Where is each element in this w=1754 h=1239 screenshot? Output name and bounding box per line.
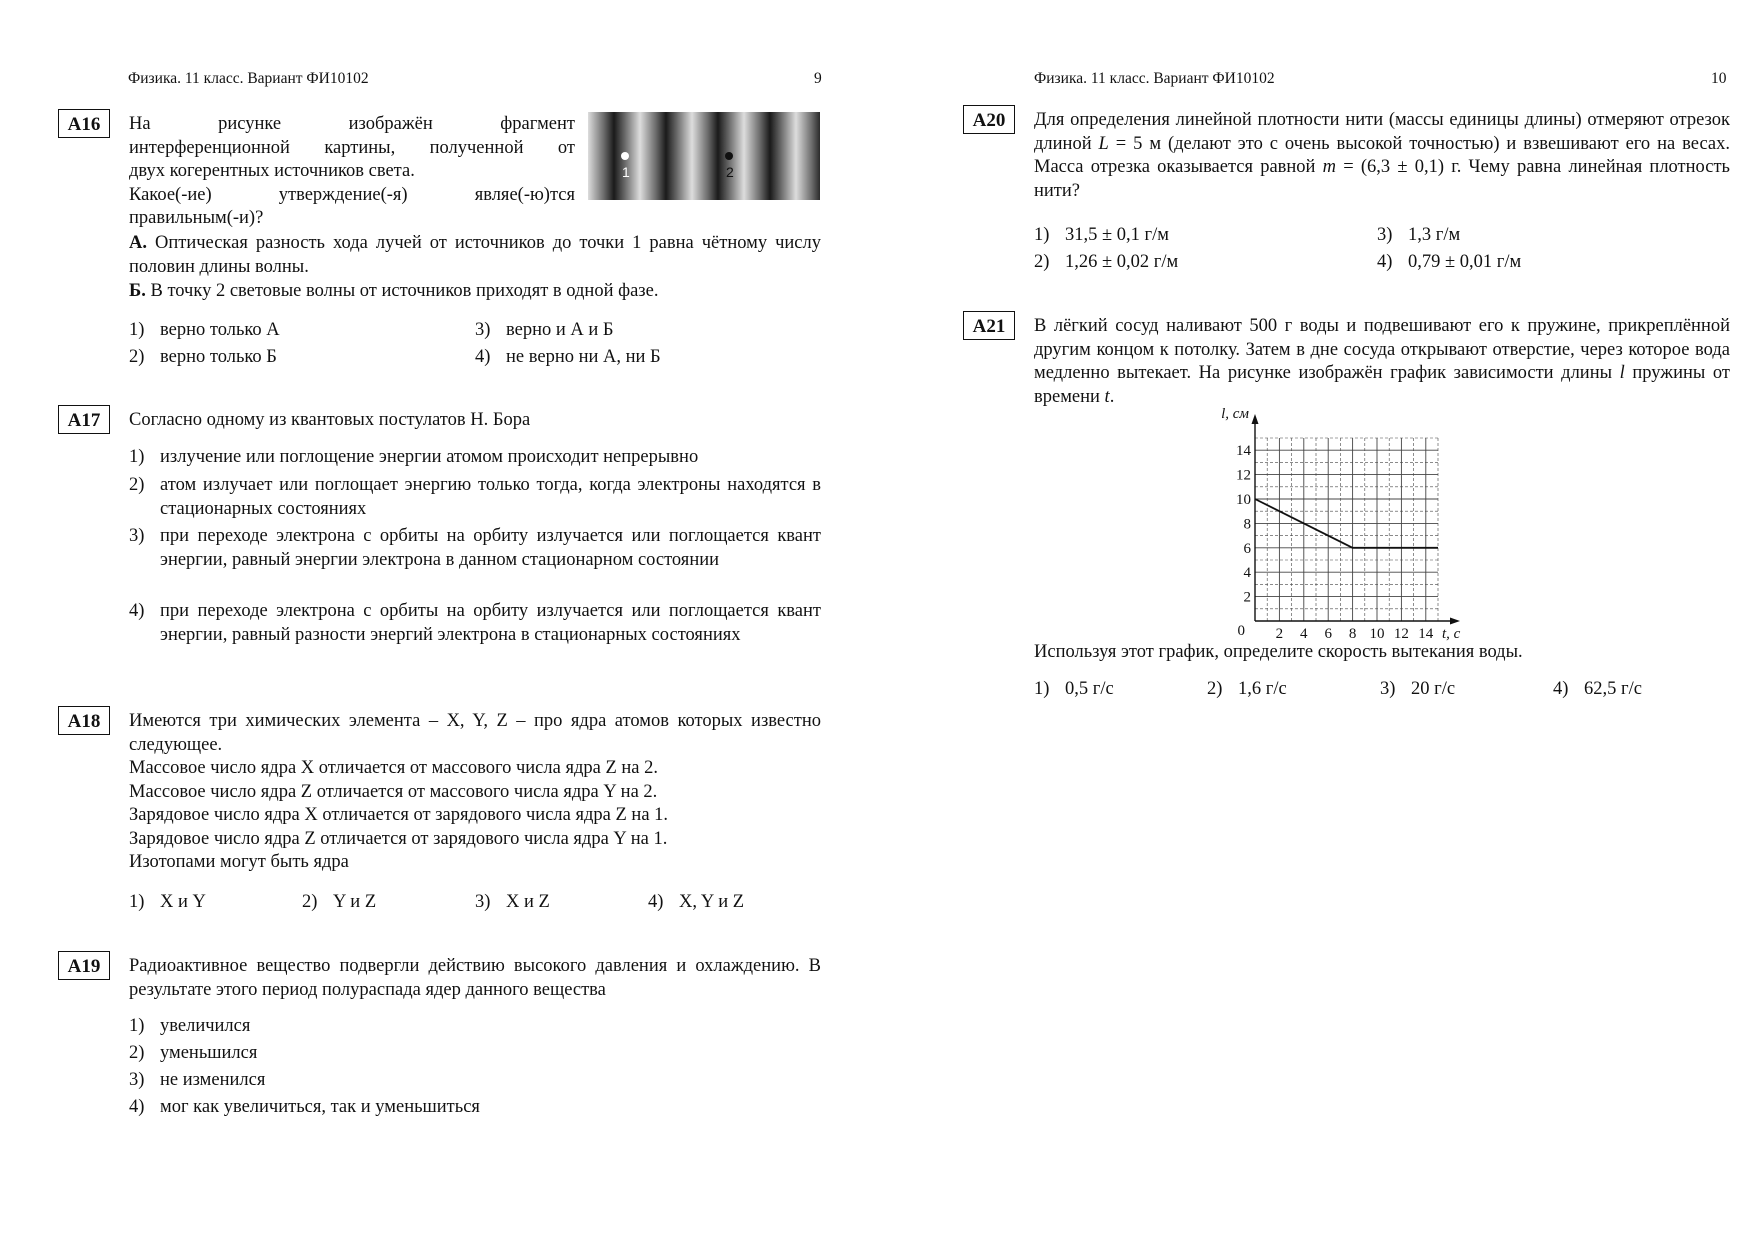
statement-b-key: Б. [129, 281, 146, 301]
option-number: 1) [129, 892, 145, 912]
option-text: 0,5 г/с [1065, 679, 1114, 699]
a19-option-3[interactable] [129, 1069, 265, 1092]
a16-statement-b [129, 280, 821, 304]
y-tick-label: 12 [1236, 467, 1251, 484]
point-1-dot [621, 152, 629, 160]
a21-text-part: . [1109, 386, 1115, 407]
a21-option-3[interactable] [1380, 678, 1455, 701]
a18-condition-line: Зарядовое число ядра Z отличается от зарядового числа ядра Y на 1. [129, 828, 668, 849]
option-number: 4) [129, 601, 145, 621]
symbol-L: L [1098, 133, 1109, 154]
question-label-a16: A16 [58, 109, 110, 138]
option-number: 1) [129, 447, 145, 467]
right-page [877, 0, 1754, 1239]
a16-option-3[interactable] [475, 319, 614, 342]
a18-option-2[interactable] [302, 891, 376, 914]
option-text: 1,26 ± 0,02 г/м [1065, 252, 1179, 272]
a18-condition-line: Массовое число ядра X отличается от массового числа ядра Z на 2. [129, 758, 658, 778]
a16-intro-line: На рисунке изображён фрагмент [129, 114, 575, 134]
option-number: 2) [1207, 679, 1223, 699]
a19-question: Радиоактивное вещество подвергли действию высокого давления и охлаждению. В результате этого период полураспада ядер данного вещества [129, 956, 821, 1000]
page-header: Физика. 11 класс. Вариант ФИ10102 [1034, 70, 1275, 87]
option-text: при переходе электрона с орбиты на орбиту излучается или поглощается квант энергии, равный разности энергий электрона в стационарных состояниях [160, 601, 821, 645]
option-text: 1,6 г/с [1238, 679, 1287, 699]
option-text: 0,79 ± 0,01 г/м [1408, 252, 1522, 272]
option-text: X и Z [506, 892, 550, 912]
y-tick-label: 8 [1243, 516, 1251, 533]
x-tick-label: 12 [1393, 626, 1409, 642]
option-text: не изменился [160, 1070, 266, 1090]
option-number: 2) [1034, 252, 1050, 272]
option-number: 3) [1377, 225, 1393, 245]
a18-intro: Имеются три химических элемента – X, Y, Z – про ядра атомов которых известно следующее. [129, 711, 821, 755]
y-tick-label: 2 [1243, 589, 1251, 606]
option-number: 1) [1034, 679, 1050, 699]
a17-option-2[interactable] [129, 474, 821, 521]
a16-intro-line: интерференционной картины, полученной от [129, 137, 575, 158]
a18-conditions [129, 757, 821, 875]
a20-text-part: Для определения линейной плотности нити (массы единицы длины) отмеряют отрезок длиной [1034, 110, 1730, 154]
a18-condition-line: Зарядовое число ядра X отличается от зарядового числа ядра Z на 1. [129, 805, 669, 825]
a19-option-4[interactable] [129, 1096, 480, 1119]
a21-option-2[interactable] [1207, 678, 1287, 701]
y-tick-label: 4 [1243, 565, 1251, 582]
a21-option-1[interactable] [1034, 678, 1114, 701]
a21-text-part: пружины от времени [1034, 363, 1730, 407]
y-tick-label: 6 [1243, 540, 1251, 557]
symbol-t: t [1104, 386, 1110, 407]
a20-option-2[interactable] [1034, 251, 1178, 274]
a20-option-1[interactable] [1034, 224, 1169, 247]
a16-option-2[interactable] [129, 346, 277, 369]
option-number: 3) [1380, 679, 1396, 699]
a16-intro-line: правильным(-и)? [129, 208, 264, 228]
a18-condition-line: Изотопами могут быть ядра [129, 852, 349, 872]
a16-intro-line: Какое(-ие) утверждение(-я) являе(-ю)тся [129, 184, 575, 205]
option-number: 3) [475, 892, 491, 912]
option-number: 2) [302, 892, 318, 912]
y-axis-label: l, см [1221, 406, 1249, 422]
a17-option-3[interactable] [129, 525, 821, 572]
option-number: 4) [1377, 252, 1393, 272]
interference-pattern-image [588, 112, 820, 200]
x-tick-label: 2 [1275, 626, 1284, 642]
option-text: при переходе электрона с орбиты на орбиту излучается или поглощается квант энергии, равный энергии электрона в данном стационарном состоянии [160, 526, 821, 570]
question-label-a20: A20 [963, 105, 1015, 134]
a21-option-4[interactable] [1553, 678, 1642, 701]
a19-option-1[interactable] [129, 1015, 250, 1038]
option-text: X, Y и Z [679, 892, 745, 912]
option-text: верно только Б [160, 347, 277, 367]
point-2-dot [725, 152, 733, 160]
point-2-label: 2 [726, 164, 734, 180]
page-number: 9 [814, 70, 822, 87]
a18-condition-line: Массовое число ядра Z отличается от массового числа ядра Y на 2. [129, 781, 658, 802]
origin-label: 0 [1237, 623, 1245, 639]
statement-a-key: А. [129, 233, 147, 253]
option-number: 2) [129, 1043, 145, 1063]
a18-option-4[interactable] [648, 891, 744, 914]
option-text: 1,3 г/м [1408, 225, 1461, 245]
option-number: 1) [1034, 225, 1050, 245]
x-tick-label: 10 [1369, 626, 1385, 642]
statement-b-text: В точку 2 световые волны от источников приходят в одной фазе. [150, 281, 659, 301]
spring-length-chart [1221, 406, 1461, 648]
x-tick-label: 4 [1300, 626, 1308, 642]
option-number: 1) [129, 320, 145, 340]
y-axis-arrow [1252, 414, 1259, 424]
question-label-a18: A18 [58, 706, 110, 735]
a20-question [1034, 109, 1730, 203]
a16-intro [129, 113, 575, 231]
option-text: уменьшился [160, 1043, 258, 1063]
option-number: 4) [129, 1097, 145, 1117]
a18-option-3[interactable] [475, 891, 550, 914]
option-number: 1) [129, 1016, 145, 1036]
a16-statement-a [129, 232, 821, 279]
a16-option-1[interactable] [129, 319, 280, 342]
a16-intro-line: двух когерентных источников света. [129, 161, 415, 181]
a21-after-chart: Используя этот график, определите скорость вытекания воды. [1034, 642, 1523, 662]
y-tick-label: 14 [1236, 443, 1251, 460]
option-text: Y и Z [333, 892, 377, 912]
option-text: 62,5 г/с [1584, 679, 1642, 699]
question-label-a19: A19 [58, 951, 110, 980]
x-axis-label: t, c [1442, 626, 1461, 642]
a20-text-part: = 5 м (делают это с очень высокой точностью) и взвешивают его на весах. Масса отрезка оказывается равной [1034, 133, 1730, 177]
a17-option-4[interactable] [129, 600, 821, 647]
statement-a-text: Оптическая разность хода лучей от источников до точки 1 равна чётному числу половин длины волны. [129, 233, 821, 277]
option-text: атом излучает или поглощает энергию только тогда, когда электроны находятся в стационарных состояниях [160, 475, 821, 519]
a18-option-1[interactable] [129, 891, 206, 914]
a19-option-2[interactable] [129, 1042, 257, 1065]
x-tick-label: 8 [1348, 626, 1357, 642]
symbol-m: m [1322, 157, 1337, 177]
option-text: верно только А [160, 320, 280, 340]
option-number: 3) [475, 320, 491, 340]
option-number: 2) [129, 475, 145, 495]
option-text: мог как увеличиться, так и уменьшиться [160, 1097, 480, 1117]
symbol-l: l [1619, 363, 1625, 383]
option-text: верно и А и Б [506, 320, 614, 340]
option-number: 3) [129, 526, 145, 546]
option-text: X и Y [160, 892, 206, 912]
x-tick-label: 14 [1418, 626, 1434, 642]
option-number: 4) [648, 892, 664, 912]
a21-question [1034, 315, 1730, 409]
option-text: не верно ни А, ни Б [506, 347, 661, 367]
page-header: Физика. 11 класс. Вариант ФИ10102 [128, 70, 369, 87]
option-text: 31,5 ± 0,1 г/м [1065, 225, 1169, 245]
a17-option-1[interactable] [129, 446, 821, 470]
a17-question: Согласно одному из квантовых постулатов Н. Бора [129, 410, 531, 430]
question-label-a21: A21 [963, 311, 1015, 340]
a20-option-4[interactable] [1377, 251, 1521, 274]
option-number: 4) [1553, 679, 1569, 699]
point-1-label: 1 [622, 164, 630, 180]
page-number: 10 [1711, 70, 1727, 87]
option-text: увеличился [160, 1016, 251, 1036]
option-text: 20 г/с [1411, 679, 1456, 699]
question-label-a17: A17 [58, 405, 110, 434]
option-text: излучение или поглощение энергии атомом происходит непрерывно [160, 447, 699, 467]
a21-text-part: В лёгкий сосуд наливают 500 г воды и подвешивают его к пружине, прикреплённой другим концом к потолку. Затем в дне сосуда открывают отверстие, через которое вода медленно вытекает. На рисунке изображён график зависимости длины [1034, 316, 1730, 383]
option-number: 2) [129, 347, 145, 367]
a16-option-4[interactable] [475, 346, 661, 369]
y-tick-label: 10 [1236, 492, 1251, 508]
a20-text-part: = (6,3 ± 0,1) г. Чему равна линейная плотность нити? [1034, 157, 1730, 201]
a20-option-3[interactable] [1377, 224, 1460, 247]
option-number: 3) [129, 1070, 145, 1090]
x-tick-label: 6 [1324, 626, 1332, 642]
x-axis-arrow [1450, 618, 1460, 625]
option-number: 4) [475, 347, 491, 367]
